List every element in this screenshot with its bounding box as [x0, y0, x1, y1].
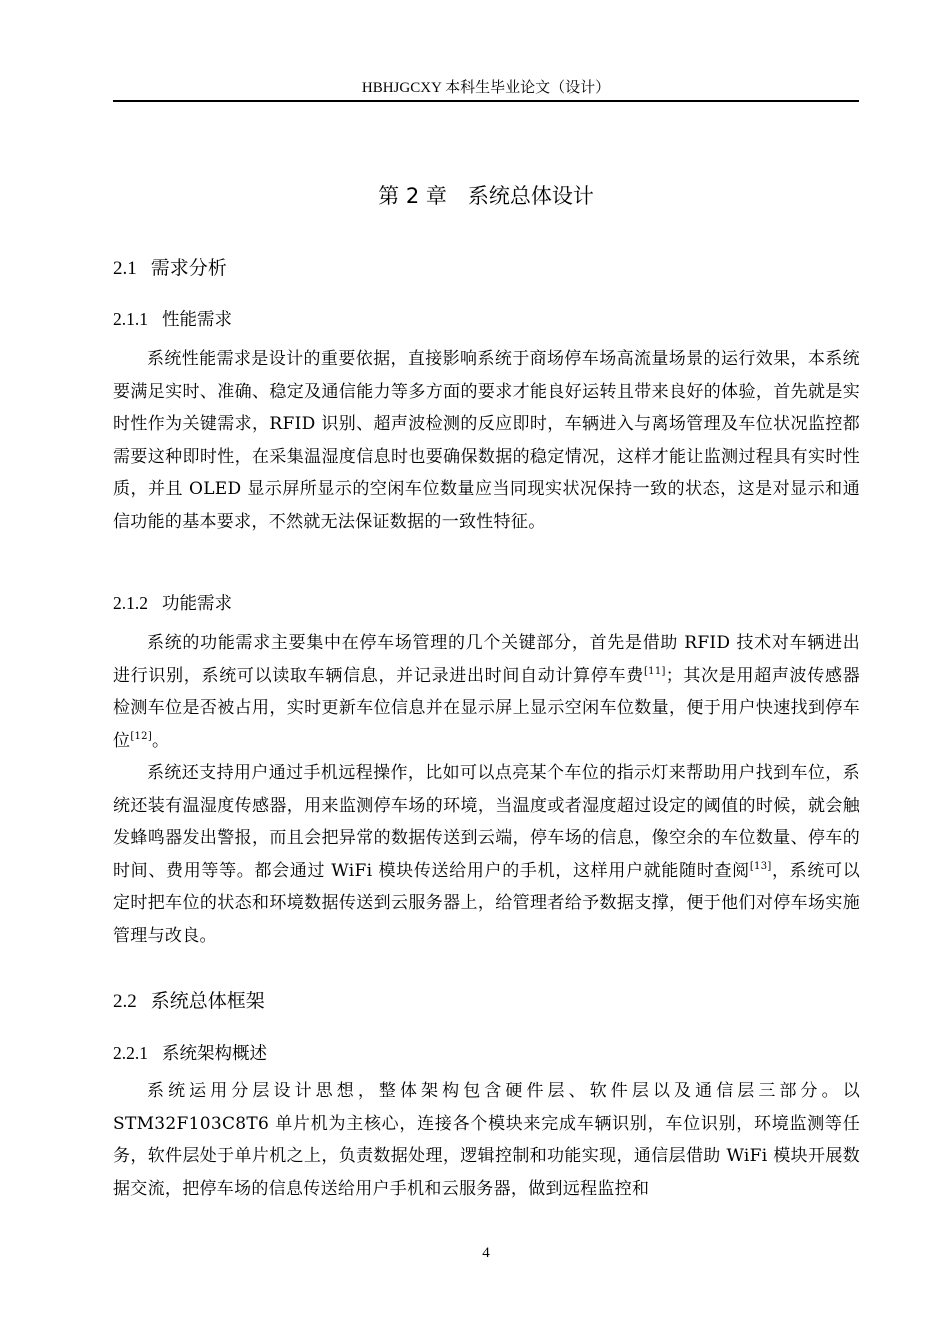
section-number: 2.1.1	[113, 309, 148, 329]
section-2-1-2-heading	[113, 590, 232, 615]
section-2-2-heading	[113, 986, 265, 1013]
text: 系统的功能需求主要集中在停车场管理的几个关键部分，首先是借助 RFID 技术对车辆进出进行识别，系统可以读取车辆信息，并记录进出时间自动计算停车费	[113, 633, 860, 686]
section-title: 功能需求	[162, 594, 232, 614]
text: 。	[152, 730, 170, 751]
header-rule	[113, 100, 859, 102]
section-number: 2.1.2	[113, 593, 148, 613]
section-title: 性能需求	[162, 310, 232, 330]
text: 系统还支持用户通过手机远程操作，比如可以点亮某个车位的指示灯来帮助用户找到车位，系统还装有温湿度传感器，用来监测停车场的环境，当温度或者湿度超过设定的阈值的时候，就会触发蜂鸣器发出警报，而且会把异常的数据传送到云端，停车场的信息，像空余的车位数量、停车的时间、费用等等。都会通过 WiFi 模块传送给用户的手机，这样用户就能随时查阅	[113, 763, 860, 881]
page-header: HBHJGCXY 本科生毕业论文（设计）	[361, 80, 611, 96]
citation: [11]	[643, 665, 666, 677]
citation: [13]	[749, 860, 772, 872]
section-2-1-heading	[113, 253, 227, 280]
section-title: 需求分析	[150, 257, 227, 279]
section-number: 2.2	[113, 991, 137, 1012]
citation: [12]	[130, 730, 153, 742]
section-number: 2.2.1	[113, 1043, 148, 1063]
section-2-2-1-heading	[113, 1040, 267, 1065]
text: ；其次是用超声波传感器检测车位是否被占用，实时更新车位信息并在显示屏上显示空闲车位数量，便于用户快速找到停车位	[113, 665, 860, 751]
paragraph-function-2	[113, 757, 860, 952]
section-title: 系统总体框架	[150, 990, 265, 1012]
section-number: 2.1	[113, 258, 137, 279]
section-title: 系统架构概述	[162, 1044, 267, 1064]
text: ，系统可以定时把车位的状态和环境数据传送到云服务器上，给管理者给予数据支撑，便于他们对停车场实施管理与改良。	[113, 860, 861, 946]
paragraph-performance: 系统性能需求是设计的重要依据，直接影响系统于商场停车场高流量场景的运行效果，本系统要满足实时、准确、稳定及通信能力等多方面的要求才能良好运转且带来良好的体验，首先就是实时性作为关键需求，RFID 识别、超声波检测的反应即时，车辆进入与离场管理及车位状况监控都需要这种即时性，在采集温湿度信息时也要确保数据的稳定情况，这样才能让监测过程具有实时性质，并且 OLED 显示屏所显示的空闲车位数量应当同现实状况保持一致的状态，这是对显示和通信功能的基本要求，不然就无法保证数据的一致性特征。	[113, 349, 860, 532]
section-2-1-1-heading	[113, 306, 232, 331]
paragraph-function-1	[113, 627, 860, 757]
chapter-title: 第 2 章 系统总体设计	[378, 184, 594, 208]
page-number: 4	[482, 1245, 490, 1261]
paragraph-architecture: 系统运用分层设计思想，整体架构包含硬件层、软件层以及通信层三部分。以 STM32F103C8T6 单片机为主核心，连接各个模块来完成车辆识别，车位识别，环境监测等任务，软件层处于单片机之上，负责数据处理，逻辑控制和功能实现，通信层借助 WiFi 模块开展数据交流，把停车场的信息传送给用户手机和云服务器，做到远程监控和	[113, 1081, 860, 1199]
